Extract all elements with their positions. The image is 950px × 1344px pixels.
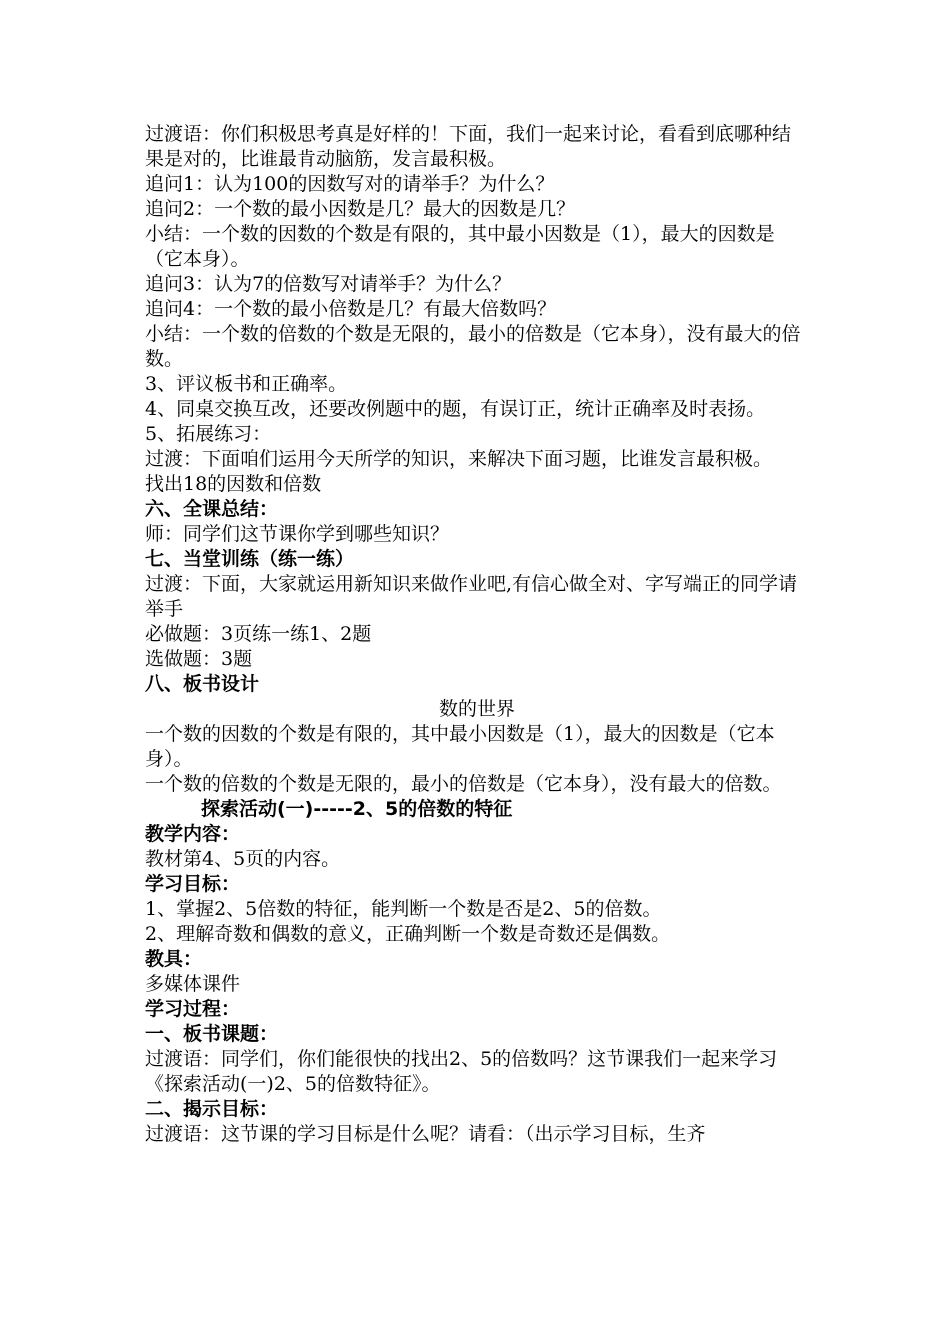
paragraph-summary-multiples: 小结：一个数的倍数的个数是无限的，最小的倍数是（它本身），没有最大的倍数。: [145, 323, 801, 370]
heading-content: 教学内容：: [145, 823, 241, 845]
paragraph-step-1: 过渡语：同学们，你们能很快的找出2、5的倍数吗？这节课我们一起来学习《探索活动(一)2、5的倍数特征》。: [145, 1048, 778, 1095]
paragraph-content: 教材第4、5页的内容。: [145, 848, 341, 870]
heading-process: 学习过程：: [145, 998, 241, 1020]
heading-summary: 六、全课总结：: [145, 498, 279, 520]
heading-tools: 教具：: [145, 948, 203, 970]
paragraph-find-18: 找出18的因数和倍数: [145, 473, 322, 495]
heading-goals: 学习目标：: [145, 873, 241, 895]
board-title: 数的世界: [438, 698, 515, 720]
heading-board-design: 八、板书设计: [145, 673, 260, 695]
paragraph-step-2: 过渡语：这节课的学习目标是什么呢？请看：（出示学习目标，生齐: [145, 1123, 706, 1145]
board-factors: 一个数的因数的个数是有限的，其中最小因数是（1），最大的因数是（它本身）。: [145, 723, 775, 770]
paragraph-question-4: 追问4：一个数的最小倍数是几？有最大倍数吗？: [145, 298, 557, 320]
paragraph-optional: 选做题：3题: [145, 648, 253, 670]
paragraph-question-2: 追问2：一个数的最小因数是几？最大的因数是几？: [145, 198, 576, 220]
heading-practice: 七、当堂训练（练一练）: [145, 548, 355, 570]
paragraph-extension: 过渡：下面咱们运用今天所学的知识，来解决下面习题，比谁发言最积极。: [145, 448, 773, 470]
paragraph-goal-2: 2、理解奇数和偶数的意义，正确判断一个数是奇数还是偶数。: [145, 923, 671, 945]
paragraph-transition: 过渡语：你们积极思考真是好样的！下面，我们一起来讨论，看看到底哪种结果是对的，比谁最肯动脑筋，发言最积极。: [145, 123, 792, 170]
paragraph-practice: 过渡：下面，大家就运用新知识来做作业吧,有信心做全对、字写端正的同学请举手: [145, 573, 798, 620]
lesson-title: 探索活动(一)-----2、5的倍数的特征: [201, 798, 513, 820]
paragraph-question-1: 追问1：认为100的因数写对的请举手？为什么？: [145, 173, 555, 195]
paragraph-question-3: 追问3：认为7的倍数写对请举手？为什么？: [145, 273, 512, 295]
board-multiples: 一个数的倍数的个数是无限的，最小的倍数是（它本身），没有最大的倍数。: [145, 773, 782, 795]
paragraph-goal-1: 1、掌握2、5倍数的特征，能判断一个数是否是2、5的倍数。: [145, 898, 662, 920]
heading-step-1: 一、板书课题：: [145, 1023, 279, 1045]
paragraph-step-5: 5、拓展练习：: [145, 423, 272, 445]
paragraph-step-3: 3、评议板书和正确率。: [145, 373, 348, 395]
paragraph-teacher: 师：同学们这节课你学到哪些知识？: [145, 523, 450, 545]
paragraph-step-4: 4、同桌交换互改，还要改例题中的题，有误订正，统计正确率及时表扬。: [145, 398, 766, 420]
heading-step-2: 二、揭示目标：: [145, 1098, 279, 1120]
paragraph-tools: 多媒体课件: [145, 973, 241, 995]
paragraph-required: 必做题：3页练一练1、2题: [145, 623, 372, 645]
document-page: [145, 122, 809, 1147]
paragraph-summary-factors: 小结：一个数的因数的个数是有限的，其中最小因数是（1），最大的因数是（它本身）。: [145, 223, 775, 270]
